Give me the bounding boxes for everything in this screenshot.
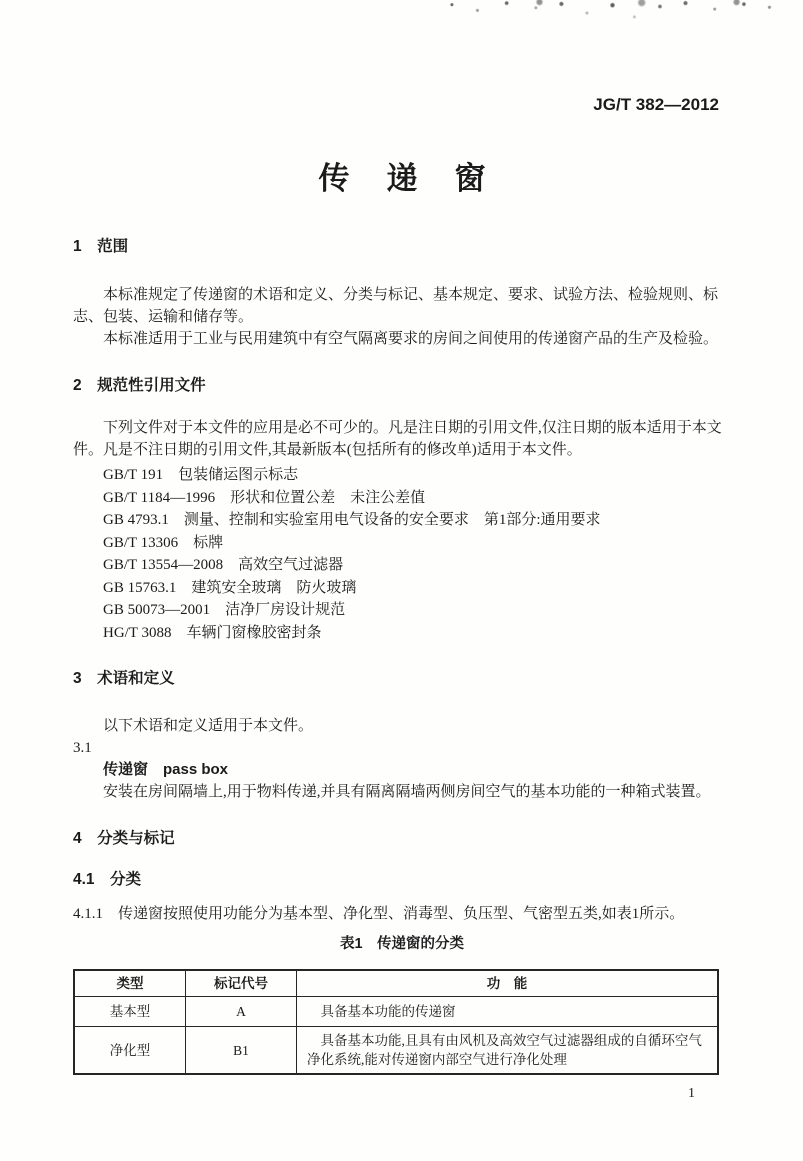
cell-function: 具备基本功能,且具有由风机及高效空气过滤器组成的自循环空气净化系统,能对传递窗内部空气进行净化处理 (297, 1027, 719, 1075)
clause-4-1-1: 4.1.1 传递窗按照使用功能分为基本型、净化型、消毒型、负压型、气密型五类,如表1所示。 (73, 906, 685, 922)
section-2-intro: 下列文件对于本文件的应用是必不可少的。凡是注日期的引用文件,仅注日期的版本适用于本文件。凡是不注日期的引用文件,其最新版本(包括所有的修改单)适用于本文件。 (73, 420, 722, 458)
reference-item: HG/T 3088 车辆门窗橡胶密封条 (103, 624, 322, 641)
section-1-heading: 1 范围 (73, 238, 129, 255)
section-3-heading: 3 术语和定义 (73, 670, 175, 687)
section-1-body (73, 284, 731, 350)
cell-code: A (186, 997, 297, 1027)
paragraph: 本标准适用于工业与民用建筑中有空气隔离要求的房间之间使用的传递窗产品的生产及检验。 (103, 331, 719, 347)
reference-item: GB/T 13554—2008 高效空气过滤器 (103, 557, 344, 573)
reference-item: GB 50073—2001 洁净厂房设计规范 (103, 602, 346, 618)
scan-artifact (430, 0, 795, 26)
header-cell-code: 标记代号 (186, 970, 297, 997)
term-definition: 安装在房间隔墙上,用于物料传递,并具有隔离隔墙两侧房间空气的基本功能的一种箱式装置。 (103, 784, 711, 800)
table-header-row (74, 970, 718, 997)
section-4-1-heading: 4.1 分类 (73, 871, 142, 888)
header-cell-function: 功 能 (297, 970, 719, 997)
reference-item: GB 15763.1 建筑安全玻璃 防火玻璃 (103, 579, 357, 596)
document-title: 传递窗 (318, 161, 523, 196)
reference-item: GB/T 13306 标牌 (103, 534, 224, 551)
section-2-heading: 2 规范性引用文件 (73, 377, 206, 394)
classification-table (73, 969, 719, 1075)
paragraph: 本标准规定了传递窗的术语和定义、分类与标记、基本规定、要求、试验方法、检验规则、标志、包装、运输和储存等。 (73, 287, 719, 325)
reference-item: GB 4793.1 测量、控制和实验室用电气设备的安全要求 第1部分:通用要求 (103, 512, 601, 528)
section-4-heading: 4 分类与标记 (73, 830, 175, 847)
reference-item: GB/T 1184—1996 形状和位置公差 未注公差值 (103, 489, 426, 506)
table-1-caption: 表1 传递窗的分类 (339, 936, 465, 952)
page-number: 1 (688, 1086, 695, 1101)
cell-type: 基本型 (74, 997, 186, 1027)
header-cell-type: 类型 (74, 970, 186, 997)
cell-code: B1 (186, 1027, 297, 1075)
section-3-intro: 以下术语和定义适用于本文件。 (103, 718, 314, 734)
page-content (0, 95, 803, 1104)
table-row (74, 1027, 718, 1075)
term-entry: 传递窗 pass box (103, 761, 229, 778)
normative-reference-list (73, 464, 731, 644)
reference-item: GB/T 191 包装储运图示标志 (103, 467, 299, 483)
clause-number-3-1: 3.1 (73, 740, 92, 756)
table-row (74, 997, 718, 1027)
standard-code: JG/T 382—2012 (593, 95, 719, 114)
cell-function: 具备基本功能的传递窗 (297, 997, 719, 1027)
cell-type: 净化型 (74, 1027, 186, 1075)
